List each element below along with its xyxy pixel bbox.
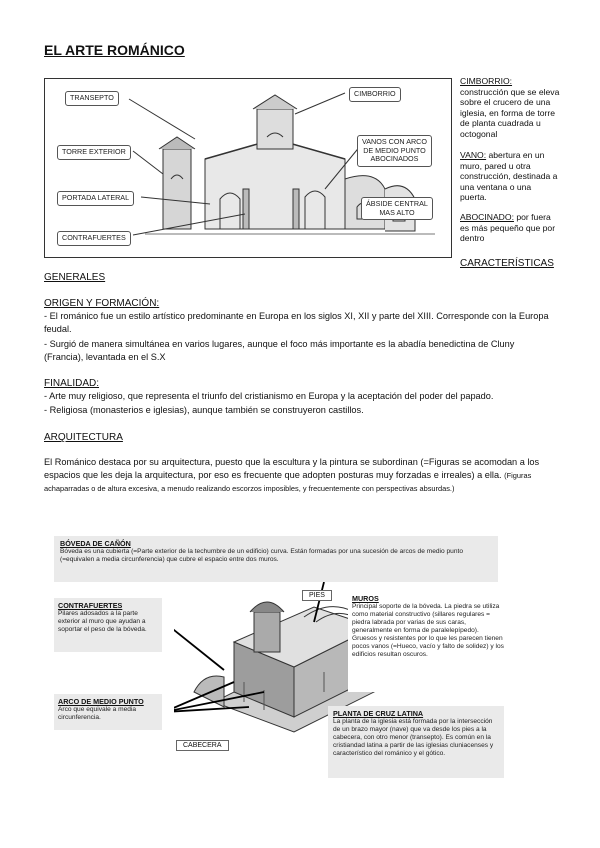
heading-finalidad: FINALIDAD: xyxy=(44,378,100,389)
label-contrafuertes: CONTRAFUERTES xyxy=(57,231,131,246)
label-cabecera: CABECERA xyxy=(176,740,229,751)
boveda-box: BÓVEDA DE CAÑÓN Bóveda es una cubierta (=Parte exterior de la techumbre de un edificio) curva. Están formadas por una sucesión de arcos de medio punto (=equivalen a media circunferencia) que cubre el espacio entre dos muros. xyxy=(54,536,498,582)
muros-box: MUROS Principal soporte de la bóveda. La piedra se utiliza como material constructivo (sillares regulares = piedra labrada por varias de sus caras, generalmente en forma de paralelepípedo). Gruesos y resistentes por lo que les parecen tienen pocos vanos (=Hueco, vacío y falto de solidez) y los edificios resultan oscuros. xyxy=(348,592,508,692)
heading-origen: ORIGEN Y FORMACIÓN: xyxy=(44,298,160,309)
definition-vano: VANO: abertura en un muro, pared u otra construcción, destinada a una ventana o una puerta. xyxy=(460,150,558,202)
arco-box: ARCO DE MEDIO PUNTO Arco que equivale a media circunferencia. xyxy=(54,694,162,730)
contrafuertes-box: CONTRAFUERTES Pilares adosados a la parte exterior al muro que ayudan a soportar el peso de la bóveda. xyxy=(54,598,162,652)
heading-caracteristicas: CARACTERÍSTICAS xyxy=(460,258,554,269)
label-portada-lateral: PORTADA LATERAL xyxy=(57,191,134,206)
origen-text: - El románico fue un estilo artístico predominante en Europa en los siglos XI, XII y parte del XIII. Corresponde con la Europa feudal. - Surgió de manera simultánea en varios lugares, aunque el foco más importante es la abadía benedictina de Cluny (Francia), levantada en el S.X xyxy=(44,311,549,362)
church-figure xyxy=(44,78,452,258)
definition-abocinado: ABOCINADO: por fuera es más pequeño que por dentro xyxy=(460,212,556,243)
label-abside: ÁBSIDE CENTRAL MAS ALTO xyxy=(361,197,433,220)
label-vanos: VANOS CON ARCO DE MEDIO PUNTO ABOCINADOS xyxy=(357,135,432,167)
label-cimborrio: CIMBORRIO xyxy=(349,87,401,102)
label-torre-exterior: TORRE EXTERIOR xyxy=(57,145,131,160)
definition-cimborrio: CIMBORRIO: construcción que se eleva sobre el crucero de una iglesia, en forma de torre de planta cuadrada u octogonal xyxy=(460,76,560,139)
planta-box: PLANTA DE CRUZ LATINA La planta de la iglesia está formada por la intersección de un brazo mayor (nave) que va desde los pies a la cabecera, con otro menor (transepto). Es común en la cristiandad latina a partir de las iglesias cluniacenses y característico del románico y el gótico. xyxy=(328,706,504,778)
heading-arquitectura: ARQUITECTURA xyxy=(44,432,123,443)
finalidad-text: - Arte muy religioso, que representa el triunfo del cristianismo en Europa y la aceptación del poder del papado. - Religiosa (monasterios e iglesias), aunque también se construyeron castillos. xyxy=(44,391,494,415)
heading-generales: GENERALES xyxy=(44,272,106,283)
architecture-figure xyxy=(44,530,506,760)
label-pies: PIES xyxy=(302,590,332,601)
label-transepto: TRANSEPTO xyxy=(65,91,119,106)
arquitectura-text: El Románico destaca por su arquitectura, puesto que la escultura y la pintura se subordinan (=Figuras se acomodan a los espacios que les deja la arquitectura, por eso es frecuente que adopten posturas muy forzadas e irreales) a ella. (Figuras achaparradas o de altura excesiva, a menudo realizando escorzos imposibles, y frecuentemente con perspectivas absurdas.) xyxy=(44,457,540,493)
page-title: EL ARTE ROMÁNICO xyxy=(44,42,185,58)
